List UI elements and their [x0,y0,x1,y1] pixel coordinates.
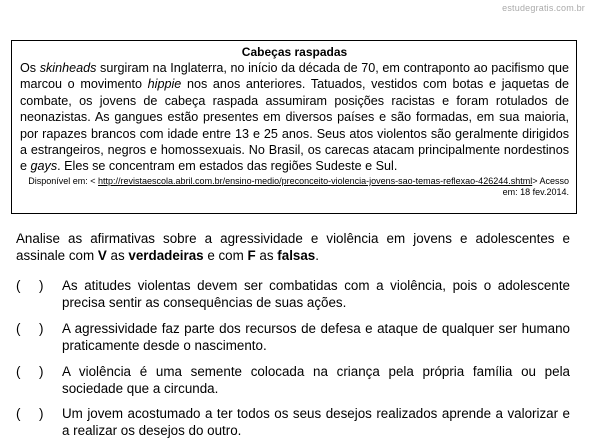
answer-blank[interactable]: ( ) [16,406,44,421]
instruction-run: Analise as afirmativas sobre a agressividade e violência em jovens e adolescentes e assinale com [16,231,570,263]
instruction [16,230,570,264]
source-prefix: Disponível em: < [28,175,99,186]
watermark: estudegratis.com.br [502,3,585,13]
box-body [20,60,569,175]
instruction-run-bold: F [247,248,256,263]
instruction-run: as [255,248,278,263]
body-run: Os [20,61,40,75]
instruction-run: e com [203,248,248,263]
body-run-italic: skinheads [39,61,97,75]
text-box [11,40,577,214]
answer-blank[interactable]: ( ) [16,278,44,293]
instruction-run-bold: V [97,248,107,263]
statement-item [16,363,570,397]
instruction-run-bold: verdadeiras [128,248,204,263]
statement-text: A agressividade faz parte dos recursos de defesa e ataque de qualquer ser humano praticamente desde o nascimento. [62,321,570,353]
statement-item [16,320,570,354]
statement-item [16,405,570,439]
body-run-italic: hippie [147,77,182,92]
body-run: . Eles se concentram em estados das regiões Sudeste e Sul. [57,159,398,174]
statement-text: Um jovem acostumado a ter todos os seus desejos realizados aprende a valorizar e a realizar os desejos do outro. [62,406,570,438]
source-citation [20,176,569,198]
source-link[interactable]: http://revistaescola.abril.com.br/ensino-medio/preconceito-violencia-jovens-sao-temas-reflexao-426244.shtml [98,175,533,186]
statement-text: A violência é uma semente colocada na criança pela própria família ou pela sociedade que a circunda. [62,364,570,396]
body-run-italic: gays [30,159,58,174]
statement-item [16,277,570,311]
instruction-run-bold: falsas [277,248,316,263]
statement-text: As atitudes violentas devem ser combatidas com a violência, pois o adolescente precisa sentir as consequências de suas ações. [62,278,570,310]
instruction-run: as [106,248,129,263]
instruction-run: . [315,248,319,263]
body-run: surgiram na Inglaterra, no início da década de 70, em contraponto ao pacifismo que marcou o movimento [20,61,570,92]
box-title: Cabeças raspadas [241,45,348,59]
answer-blank[interactable]: ( ) [16,321,44,336]
source-suffix: > Acesso em: 18 fev.2014. [502,175,569,197]
answer-blank[interactable]: ( ) [16,364,44,379]
body-run: nos anos anteriores. Tatuados, vestidos com botas e jaquetas de combate, os jovens de cabeça raspada assumiram posições racistas e foram rotulados de neonazistas. As gangues estão presentes em diversos países e são formadas, em sua maioria, por rapazes brancos com idade entre 13 e 25 anos. Seus atos violentos são geralmente dirigidos a estrangeiros, negros e homossexuais. No Brasil, os carecas atacam principalmente nordestinos e [20,77,569,174]
